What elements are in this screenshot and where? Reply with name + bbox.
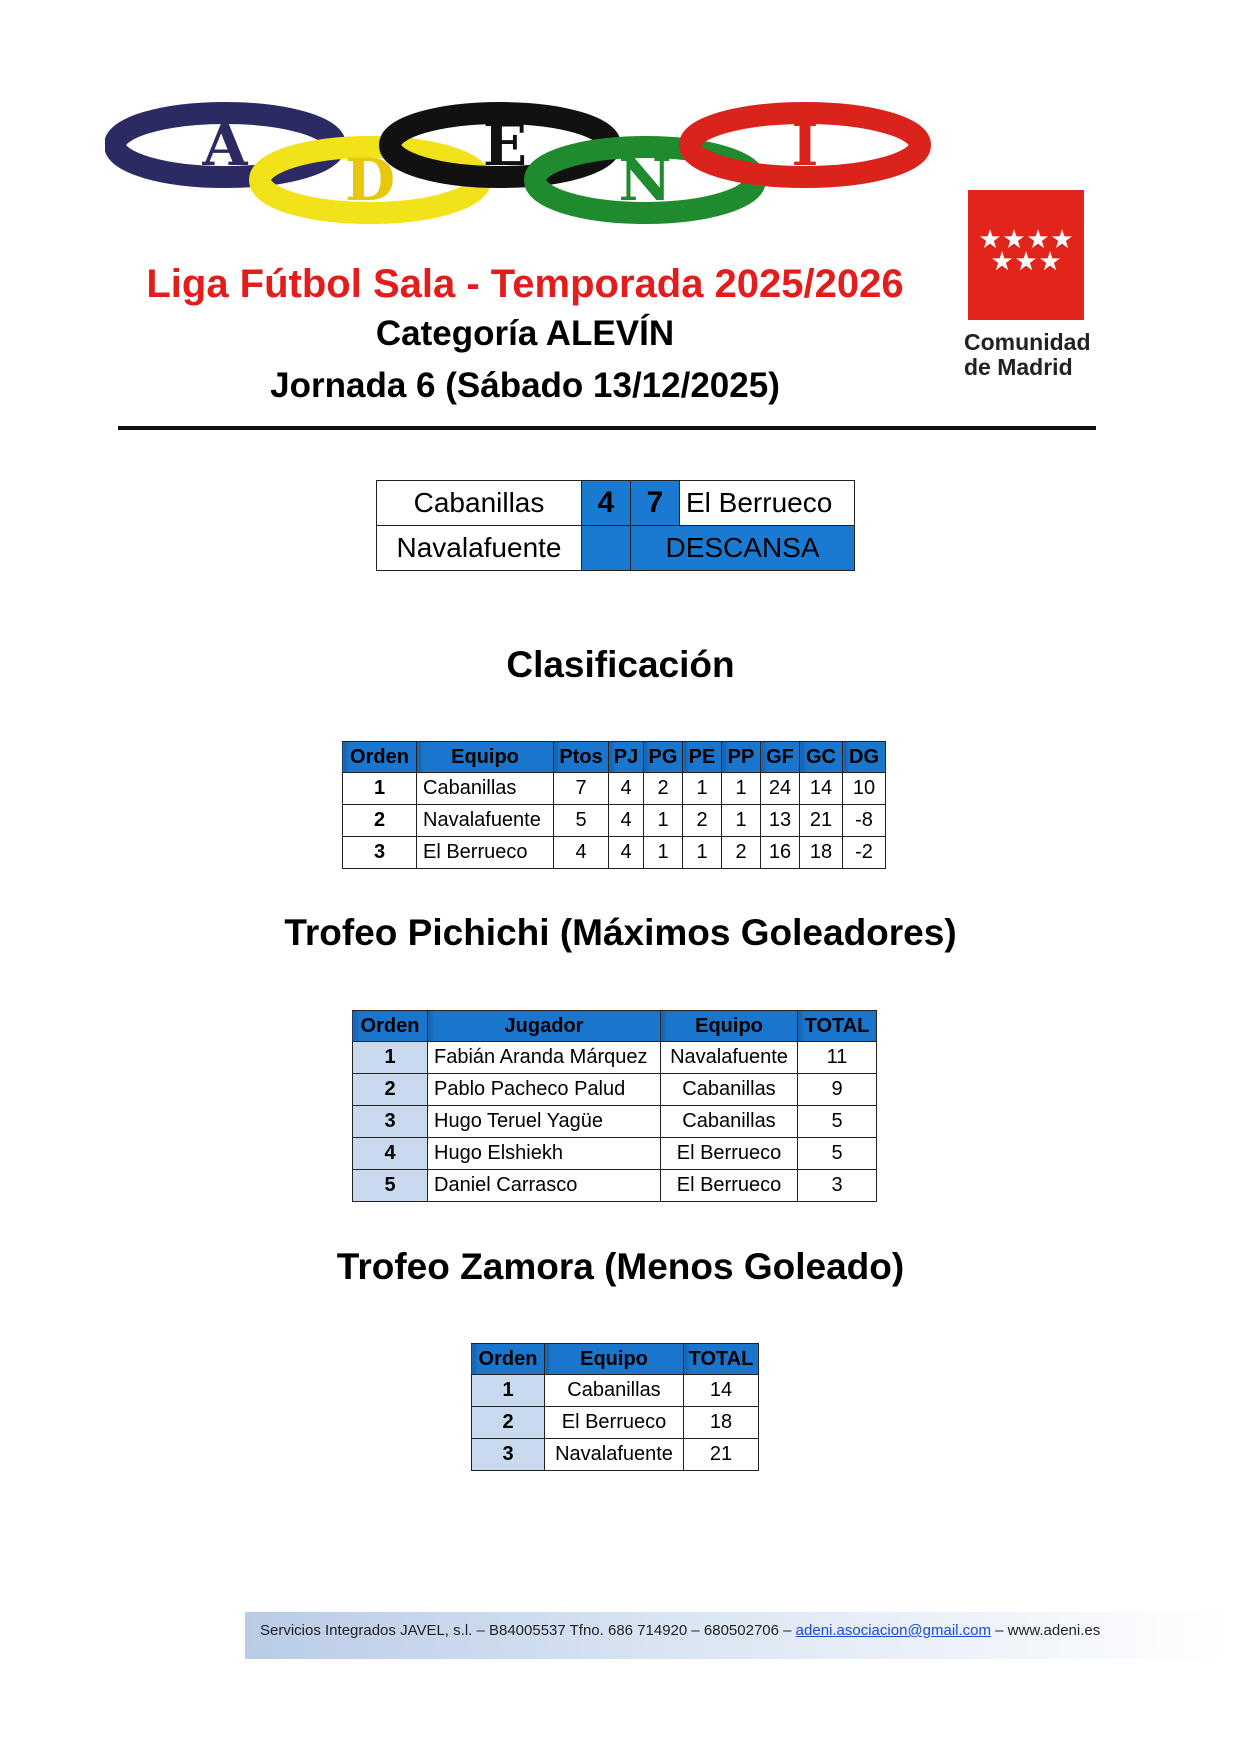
table-cell: 14 [684,1375,759,1407]
table-cell: 16 [761,837,800,869]
table-header-row [343,742,886,773]
table-cell: 3 [343,837,417,869]
col-ptos: Ptos [554,742,609,773]
adeni-logo [105,100,935,240]
table-cell: El Berrueco [417,837,554,869]
footer-company: Servicios Integrados JAVEL, s.l. – B84005537 Tfno. 686 714920 – 680502706 – [260,1622,792,1639]
table-cell: 3 [798,1170,877,1202]
col-equipo: Equipo [661,1011,798,1042]
results-table [376,480,855,571]
table-cell: 4 [353,1138,428,1170]
madrid-flag [968,190,1084,320]
table-row [353,1138,877,1170]
madrid-text-line1: Comunidad [964,329,1091,355]
table-cell: 11 [798,1042,877,1074]
table-cell: 2 [683,805,722,837]
svg-text:★: ★ [1026,225,1050,255]
table-cell: 2 [353,1074,428,1106]
table-row [343,773,886,805]
table-cell: 4 [609,805,644,837]
table-cell: 4 [554,837,609,869]
table-cell: 24 [761,773,800,805]
table-cell: 2 [472,1407,545,1439]
table-cell: 1 [644,837,683,869]
table-cell: Navalafuente [417,805,554,837]
table-cell: 13 [761,805,800,837]
table-cell: 18 [684,1407,759,1439]
table-cell: 21 [684,1439,759,1471]
svg-text:★: ★ [1038,247,1062,277]
match-row [377,481,855,526]
table-cell: Cabanillas [661,1074,798,1106]
logo-letter-n: N [618,146,672,214]
logo-letter-a: A [202,111,248,179]
svg-text:★: ★ [1050,225,1074,255]
col-dg: DG [843,742,886,773]
table-row [472,1439,759,1471]
bye-team: Navalafuente [377,526,582,571]
table-cell: Hugo Elshiekh [428,1138,661,1170]
table-cell: 21 [800,805,843,837]
table-cell: Cabanillas [417,773,554,805]
table-cell: 3 [353,1106,428,1138]
header-divider [118,426,1096,430]
table-cell: 3 [472,1439,545,1471]
jornada-title: Jornada 6 (Sábado 13/12/2025) [270,366,780,405]
table-cell: 7 [554,773,609,805]
bye-label: DESCANSA [631,526,855,571]
table-header-row [472,1344,759,1375]
table-cell: El Berrueco [545,1407,684,1439]
logo-letter-d: D [344,146,396,214]
table-cell: Cabanillas [661,1106,798,1138]
away-team: El Berrueco [680,481,855,526]
table-cell: 1 [343,773,417,805]
table-cell: Fabián Aranda Márquez [428,1042,661,1074]
bye-score-blank [582,526,631,571]
table-cell: Daniel Carrasco [428,1170,661,1202]
table-cell: El Berrueco [661,1170,798,1202]
table-row [472,1407,759,1439]
table-cell: 1 [472,1375,545,1407]
table-row [353,1170,877,1202]
home-team: Cabanillas [377,481,582,526]
table-header-row [353,1011,877,1042]
table-cell: 2 [644,773,683,805]
table-cell: 10 [843,773,886,805]
col-gc: GC [800,742,843,773]
table-cell: Pablo Pacheco Palud [428,1074,661,1106]
page-title: Liga Fútbol Sala - Temporada 2025/2026 [146,262,904,306]
col-pe: PE [683,742,722,773]
footer-web: – www.adeni.es [995,1622,1101,1639]
table-cell: 1 [683,837,722,869]
col-total: TOTAL [684,1344,759,1375]
table-cell: 1 [722,773,761,805]
pichichi-title: Trofeo Pichichi (Máximos Goleadores) [284,912,957,953]
zamora-table [471,1343,759,1471]
clasificacion-title: Clasificación [506,644,735,685]
col-equipo: Equipo [417,742,554,773]
col-orden: Orden [353,1011,428,1042]
table-cell: 5 [798,1106,877,1138]
table-row [343,837,886,869]
home-score: 4 [582,481,631,526]
stars-icon [968,190,1084,320]
away-score: 7 [631,481,680,526]
table-row [353,1106,877,1138]
col-gf: GF [761,742,800,773]
logo-letter-e: E [482,111,528,179]
col-orden: Orden [343,742,417,773]
svg-text:★: ★ [990,247,1014,277]
col-equipo: Equipo [545,1344,684,1375]
table-cell: 18 [800,837,843,869]
table-cell: 4 [609,773,644,805]
table-cell: 9 [798,1074,877,1106]
table-cell: 2 [722,837,761,869]
table-row [353,1074,877,1106]
zamora-title: Trofeo Zamora (Menos Goleado) [336,1246,905,1287]
table-cell: Hugo Teruel Yagüe [428,1106,661,1138]
pichichi-table [352,1010,877,1202]
madrid-text-line2: de Madrid [964,354,1073,380]
logo-letter-i: I [791,111,819,179]
table-row [353,1042,877,1074]
table-cell: 2 [343,805,417,837]
category-title: Categoría ALEVÍN [375,314,675,353]
col-pg: PG [644,742,683,773]
table-cell: 5 [554,805,609,837]
table-cell: El Berrueco [661,1138,798,1170]
table-row [343,805,886,837]
col-total: TOTAL [798,1011,877,1042]
table-cell: Navalafuente [545,1439,684,1471]
table-cell: 1 [353,1042,428,1074]
footer-email-link[interactable]: adeni.asociacion@gmail.com [795,1622,991,1639]
svg-text:★: ★ [1002,225,1026,255]
table-cell: 1 [644,805,683,837]
table-cell: 5 [798,1138,877,1170]
table-row [472,1375,759,1407]
table-cell: 1 [683,773,722,805]
table-cell: 5 [353,1170,428,1202]
col-jugador: Jugador [428,1011,661,1042]
table-cell: 4 [609,837,644,869]
svg-text:★: ★ [1014,247,1038,277]
col-pj: PJ [609,742,644,773]
bye-row [377,526,855,571]
clasificacion-table [342,741,886,869]
table-cell: 1 [722,805,761,837]
table-cell: Navalafuente [661,1042,798,1074]
table-cell: -8 [843,805,886,837]
col-orden: Orden [472,1344,545,1375]
table-cell: -2 [843,837,886,869]
footer-text [260,1622,1100,1639]
table-cell: 14 [800,773,843,805]
table-cell: Cabanillas [545,1375,684,1407]
col-pp: PP [722,742,761,773]
svg-text:★: ★ [978,225,1002,255]
